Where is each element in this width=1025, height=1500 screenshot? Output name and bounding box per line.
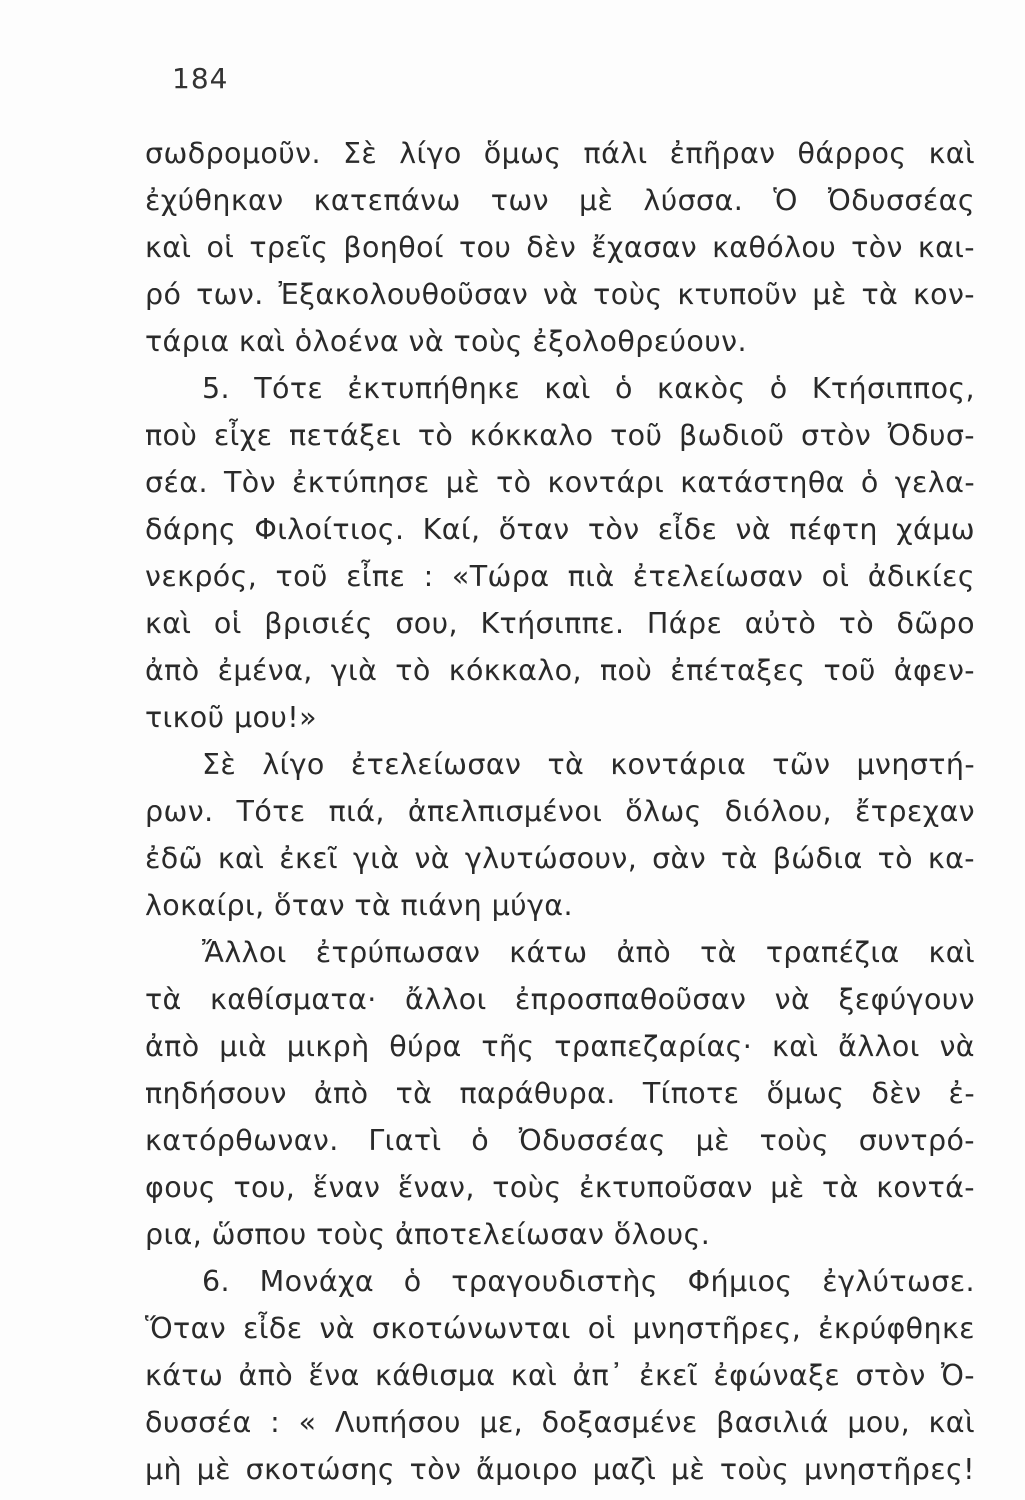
text-line: ρια, ὥσπου τοὺς ἀποτελείωσαν ὅλους.	[145, 1218, 711, 1251]
text-line: φους του, ἕναν ἕναν, τοὺς ἐκτυποῦσαν μὲ τὰ κοντά-	[145, 1171, 975, 1204]
text-line: ἀπὸ ἐμένα, γιὰ τὸ κόκκαλο, ποὺ ἐπέταξες τοῦ ἀφεν-	[145, 654, 975, 687]
text-line: ρό των. Ἐξακολουθοῦσαν νὰ τοὺς κτυποῦν μὲ τὰ κον-	[145, 278, 975, 311]
text-line: 6. Μονάχα ὁ τραγουδιστὴς Φήμιος ἐγλύτωσε.	[202, 1265, 975, 1298]
text-line: κάτω ἀπὸ ἕνα κάθισμα καὶ ἀπ᾽ ἐκεῖ ἐφώναξε στὸν Ὀ-	[145, 1359, 975, 1392]
text-line: τὰ καθίσματα· ἄλλοι ἐπροσπαθοῦσαν νὰ ξεφύγουν	[145, 983, 975, 1016]
text-line: κατόρθωναν. Γιατὶ ὁ Ὀδυσσέας μὲ τοὺς συντρό-	[145, 1124, 975, 1157]
text-line: 5. Τότε ἐκτυπήθηκε καὶ ὁ κακὸς ὁ Κτήσιππος,	[202, 372, 975, 405]
text-line: δυσσέα : « Λυπήσου με, δοξασμένε βασιλιά μου, καὶ	[145, 1406, 975, 1439]
text-line: πηδήσουν ἀπὸ τὰ παράθυρα. Τίποτε ὅμως δὲν ἐ-	[145, 1077, 975, 1110]
text-line: καὶ οἱ τρεῖς βοηθοί του δὲν ἔχασαν καθόλου τὸν και-	[145, 231, 975, 264]
text-line: μὴ μὲ σκοτώσης τὸν ἄμοιρο μαζὶ μὲ τοὺς μνηστῆρες!	[145, 1453, 975, 1486]
text-line: Ὅταν εἶδε νὰ σκοτώνωνται οἱ μνηστῆρες, ἐκρύφθηκε	[145, 1312, 975, 1345]
text-line: ρων. Τότε πιά, ἀπελπισμένοι ὅλως διόλου, ἔτρεχαν	[145, 795, 975, 828]
text-line: ἀπὸ μιὰ μικρὴ θύρα τῆς τραπεζαρίας· καὶ ἄλλοι νὰ	[145, 1030, 975, 1063]
text-line: νεκρός, τοῦ εἶπε : «Τώρα πιὰ ἐτελείωσαν οἱ ἀδικίες	[145, 560, 975, 593]
text-line: ποὺ εἶχε πετάξει τὸ κόκκαλο τοῦ βωδιοῦ στὸν Ὀδυσ-	[145, 419, 975, 452]
body-text	[145, 130, 975, 1493]
text-line: τικοῦ μου!»	[145, 701, 317, 734]
text-line: σέα. Τὸν ἐκτύπησε μὲ τὸ κοντάρι κατάστηθα ὁ γελα-	[145, 466, 975, 499]
text-line: Σὲ λίγο ἐτελείωσαν τὰ κοντάρια τῶν μνηστή-	[202, 748, 975, 781]
text-line: καὶ οἱ βρισιές σου, Κτήσιππε. Πάρε αὐτὸ τὸ δῶρο	[145, 607, 975, 640]
text-line: ἐχύθηκαν κατεπάνω των μὲ λύσσα. Ὁ Ὀδυσσέας	[145, 184, 975, 217]
text-line: δάρης Φιλοίτιος. Καί, ὅταν τὸν εἶδε νὰ πέφτη χάμω	[145, 513, 975, 546]
page-number: 184	[172, 62, 229, 95]
text-line: ἐδῶ καὶ ἐκεῖ γιὰ νὰ γλυτώσουν, σὰν τὰ βώδια τὸ κα-	[145, 842, 975, 875]
text-line: λοκαίρι, ὅταν τὰ πιάνη μύγα.	[145, 889, 573, 922]
text-line: τάρια καὶ ὁλοένα νὰ τοὺς ἐξολοθρεύουν.	[145, 325, 747, 358]
text-line: σωδρομοῦν. Σὲ λίγο ὅμως πάλι ἐπῆραν θάρρος καὶ	[145, 137, 975, 170]
text-line: Ἄλλοι ἐτρύπωσαν κάτω ἀπὸ τὰ τραπέζια καὶ	[202, 936, 975, 969]
